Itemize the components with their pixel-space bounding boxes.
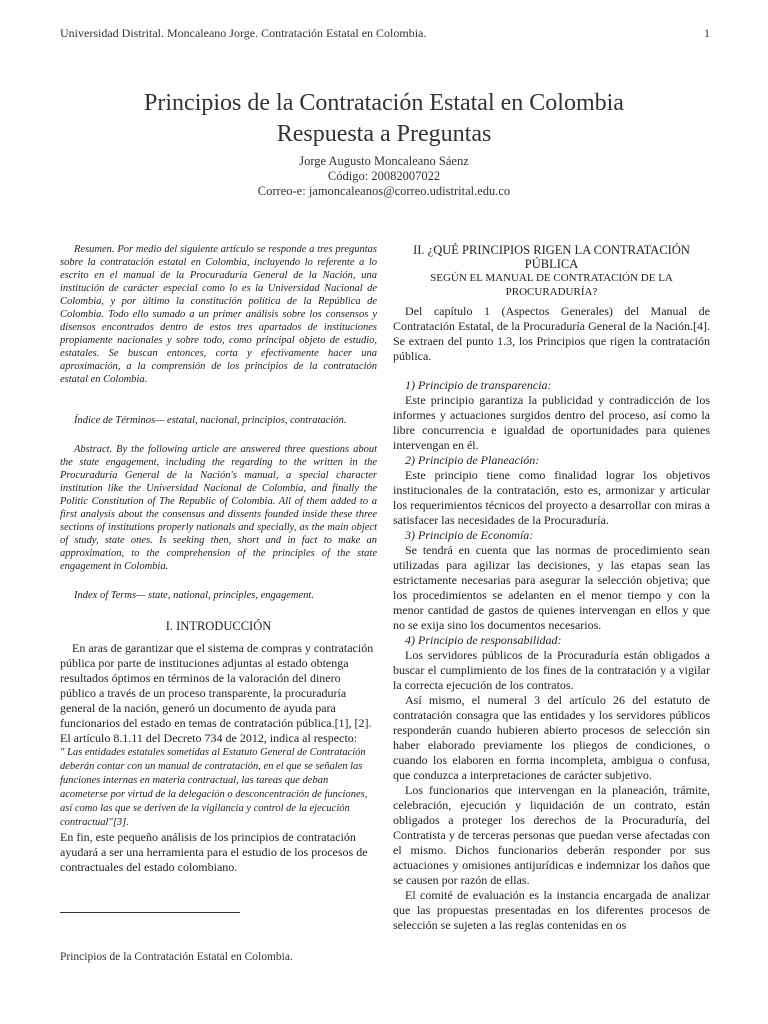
footnote-rule [60, 912, 240, 913]
intro-paragraph-1: En aras de garantizar que el sistema de compras y contratación pública por parte de instituciones adjuntas al estado obtenga resultados óptimos en términos de la valoración del dinero público a través de un proceso transparente, la procuraduría general de la nación, generó un documento de ayuda para funcionarios del estado en temas de contratación pública.[1], [2]. [60, 641, 374, 730]
author-block [0, 154, 768, 199]
section-2-heading [393, 243, 710, 299]
resumen-paragraph: Resumen. Por medio del siguiente artículo se responde a tres preguntas sobre la contratación estatal en Colombia, incluyendo lo referente a lo escrito en el manual de la Procuraduría General de la Nación, una institución de carácter especial como lo es la Universidad Nacional de Colombia, y por último la constitución política de la República de Colombia. Todo ello sumado a un primer análisis sobre los consensos y disensos encontrados dentro de estos tres apartados de instituciones propiamente nacionales y sobre todo, como principal objeto de estudio, estatales. Se buscan entonces, corta y efectivamente hacer una aproximación, a la comprensión de los principios de la contratación estatal en Colombia. [60, 244, 377, 385]
running-title: Universidad Distrital. Moncaleano Jorge. Contratación Estatal en Colombia. [60, 26, 427, 40]
author-email: Correo-e: jamoncaleanos@correo.udistrital.edu.co [257, 184, 511, 198]
principle-4-text-3: Los funcionarios que intervengan en la planeación, trámite, celebración, ejecución y liquidación de un contrato, están obligados a proteger los derechos de la Procuraduría, del Contratista y de terceras personas que puedan verse afectadas con el mismo. Dichos funcionarios deberán responder por sus actuaciones y omisiones antijurídicas e indemnizar los daños que se causen por razón de ellas. [393, 783, 710, 887]
index-en-paragraph: Index of Terms— state, national, principles, engagement. [74, 590, 314, 601]
section-2-intro: Del capítulo 1 (Aspectos Generales) del Manual de Contratación Estatal, de la Procuraduría General de la Nación.[4]. Se extraen del punto 1.3, los Principios que rigen la contratación pública. [393, 304, 710, 363]
section-2-heading-line-1: II. ¿QUÉ PRINCIPIOS RIGEN LA CONTRATACIÓN PÚBLICA [413, 243, 690, 271]
author-code: Código: 20082007022 [327, 169, 441, 183]
intro-heading: I. INTRODUCCIÓN [165, 619, 272, 633]
intro-paragraph-2: El artículo 8.1.11 del Decreto 734 de 2012, indica al respecto: [60, 731, 358, 745]
principle-3-text: Se tendrá en cuenta que las normas de procedimiento sean utilizadas para agilizar las decisiones, y las etapas sean las estrictamente necesarias para asegurar la selección objetiva; que los procedimientos se adelanten en el menor tiempo y con la menor cantidad de gastos de quienes intervengan en ellos y que no se exija sino los documentos necesarios. [393, 543, 710, 632]
principle-1-title: 1) Principio de transparencia: [405, 378, 552, 392]
intro-section [60, 619, 377, 875]
principle-1-text: Este principio garantiza la publicidad y contradicción de los informes y actuaciones surgidos dentro del proceso, así como la libre concurrencia e igualdad de oportunidades para quienes intervengan en él. [393, 393, 710, 452]
intro-quote: " Las entidades estatales sometidas al Estatuto General de Contratación deberán contar con un manual de contratación, en el que se señalen las funciones internas en materia contractual, las tareas que deban acometerse por virtud de la delegación o desconcentración de funciones, así como las que se deriven de la vigilancia y control de la ejecución contractual"[3]. [60, 747, 368, 828]
page-title [0, 88, 768, 150]
page-number: 1 [704, 26, 710, 40]
section-2 [393, 243, 710, 933]
title-line-1: Principios de la Contratación Estatal en Colombia [144, 90, 624, 116]
abstract-block [60, 243, 377, 602]
intro-paragraph-3: En fin, este pequeño análisis de los principios de contratación ayudará a ser una herramienta para el estudio de los procesos de contractuales del estado colombiano. [60, 830, 368, 874]
principle-4-text-1: Los servidores públicos de la Procuraduría están obligados a buscar el cumplimiento de los fines de la contratación y a vigilar la correcta ejecución de los contratos. [393, 648, 710, 692]
principle-2-title: 2) Principio de Planeación: [405, 453, 540, 467]
principle-3-title: 3) Principio de Economía: [405, 528, 534, 542]
principle-4-text-2: Así mismo, el numeral 3 del artículo 26 del estatuto de contratación consagra que las entidades y los servidores públicos responderán cuando hubieren abierto procesos de selección sin haber elaborado previamente los pliegos de condiciones, o cuando los elaboren en forma incompleta, ambigua o confusa, que conduzca a interpretaciones de carácter subjetivo. [393, 693, 710, 782]
running-header [60, 26, 710, 41]
title-line-2: Respuesta a Preguntas [276, 121, 492, 147]
principle-4-title: 4) Principio de responsabilidad: [405, 633, 562, 647]
abstract-en-paragraph: Abstract. By the following article are answered three questions about the state engagement, including the regarding to the written in the Procuraduría General de la Nación's manual, a special character institution like the Universidad Nacional de Colombia, and finally the Politic Constitution of The Republic of Colombia. All of them added to a first analysis about the consensus and dissents founded inside these three sections of institutions properly nationals and specially, as the main object of study, state ones. Is seeking then, short and in fact to make an approximation, to the comprehension of the principles of the state engagement in Colombia. [60, 444, 377, 572]
author-name: Jorge Augusto Moncaleano Sáenz [299, 154, 469, 168]
footnote: Principios de la Contratación Estatal en Colombia. [60, 951, 293, 963]
principle-4-text-4: El comité de evaluación es la instancia encargada de analizar que las propuestas presentadas en los diferentes procesos de selección se sujeten a las reglas contenidas en os [393, 888, 710, 932]
indice-paragraph: Índice de Términos— estatal, nacional, principios, contratación. [74, 415, 347, 426]
section-2-heading-line-2: SEGÚN EL MANUAL DE CONTRATACIÓN DE LA PROCURADURÍA? [430, 272, 673, 298]
principle-2-text: Este principio tiene como finalidad lograr los objetivos institucionales de la contratación, esto es, armonizar y articular los requerimientos técnicos del proyecto a desarrollar con miras a satisfacer las necesidades de la Procuraduría. [393, 468, 710, 527]
